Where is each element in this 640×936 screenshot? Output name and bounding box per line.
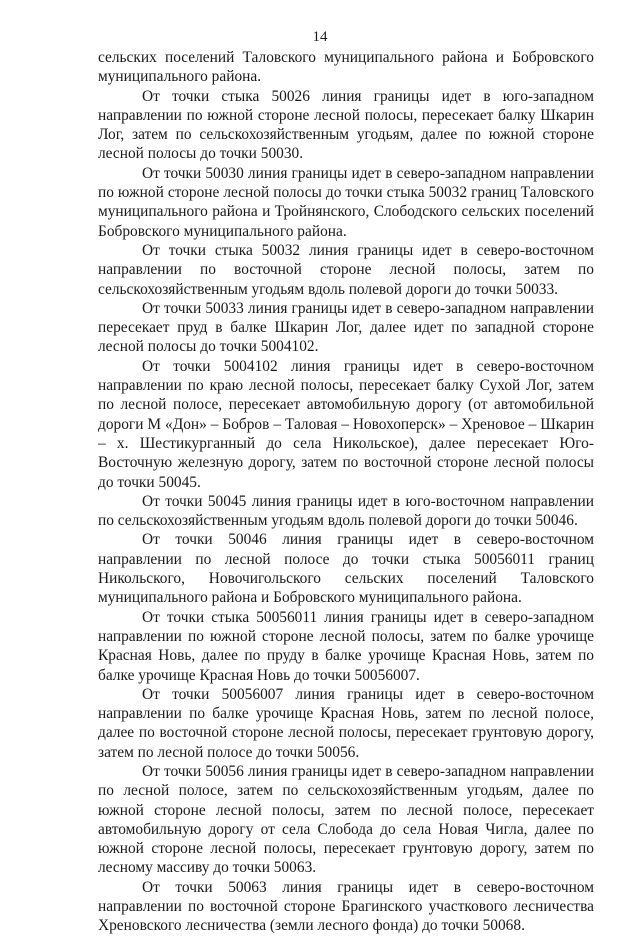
document-body (98, 48, 594, 936)
paragraph: От точки 5004102 линия границы идет в северо-восточном направлении по краю лесной полосы, пересекает балку Сухой Лог, затем по лесной полосе, пересекает автомобильную дорогу (от автомобильной дороги М «Дон» – Бобров – Таловая – Новохоперск» – Хреновое – Шкарин – х. Шестикурганный до села Никольское), далее пересекает Юго-Восточную железную дорогу, затем по восточной стороне лесной полосы до точки 50045. (98, 357, 594, 491)
paragraph: От точки 50056 линия границы идет в северо-западном направлении по лесной полосе, затем по сельскохозяйственным угодьям, далее по южной стороне лесной полосы, затем по лесной полосе, пересекает автомобильную дорогу от села Слобода до села Новая Чигла, далее по южной стороне лесной полосы, пересекает грунтовую дорогу, затем по лесному массиву до точки 50063. (98, 762, 594, 877)
paragraph: От точки 50056007 линия границы идет в северо-восточном направлении по балке урочище Красная Новь, затем по лесной полосе, далее по восточной стороне лесной полосы, пересекает грунтовую дорогу, затем по лесной полосе до точки 50056. (98, 685, 594, 761)
paragraph: От точки стыка 50026 линия границы идет в юго-западном направлении по южной стороне лесной полосы, пересекает балку Шкарин Лог, затем по сельскохозяйственным угодьям, далее по южной стороне лесной полосы до точки 50030. (98, 87, 594, 163)
page-number: 14 (312, 29, 328, 45)
paragraph-continued: сельских поселений Таловского муниципального района и Бобровского муниципального района. (98, 49, 594, 86)
paragraph: От точки 50063 линия границы идет в северо-восточном направлении по восточной стороне Брагинского участкового лесничества Хреновского лесничества (земли лесного фонда) до точки 50068. (98, 878, 594, 935)
paragraph: От точки 50030 линия границы идет в северо-западном направлении по южной стороне лесной полосы до точки стыка 50032 границ Таловского муниципального района и Тройнянского, Слободского сельских поселений Бобровского муниципального района. (98, 164, 594, 240)
paragraph: От точки стыка 50056011 линия границы идет в северо-западном направлении по южной стороне лесной полосы, затем по балке урочище Красная Новь, далее по пруду в балке урочище Красная Новь, затем по балке урочище Красная Новь до точки 50056007. (98, 608, 594, 684)
paragraph: От точки 50033 линия границы идет в северо-западном направлении пересекает пруд в балке Шкарин Лог, далее идет по западной стороне лесной полосы до точки 5004102. (98, 299, 594, 356)
paragraph: От точки стыка 50032 линия границы идет в северо-восточном направлении по восточной стороне лесной полосы, затем по сельскохозяйственным угодьям вдоль полевой дороги до точки 50033. (98, 241, 594, 298)
paragraph: От точки 50046 линия границы идет в северо-восточном направлении по лесной полосе до точки стыка 50056011 границ Никольского, Новочигольского сельских поселений Таловского муниципального района и Бобровского муниципального района. (98, 531, 594, 607)
paragraph: От точки 50045 линия границы идет в юго-восточном направлении по сельскохозяйственным угодьям вдоль полевой дороги до точки 50046. (98, 492, 594, 530)
